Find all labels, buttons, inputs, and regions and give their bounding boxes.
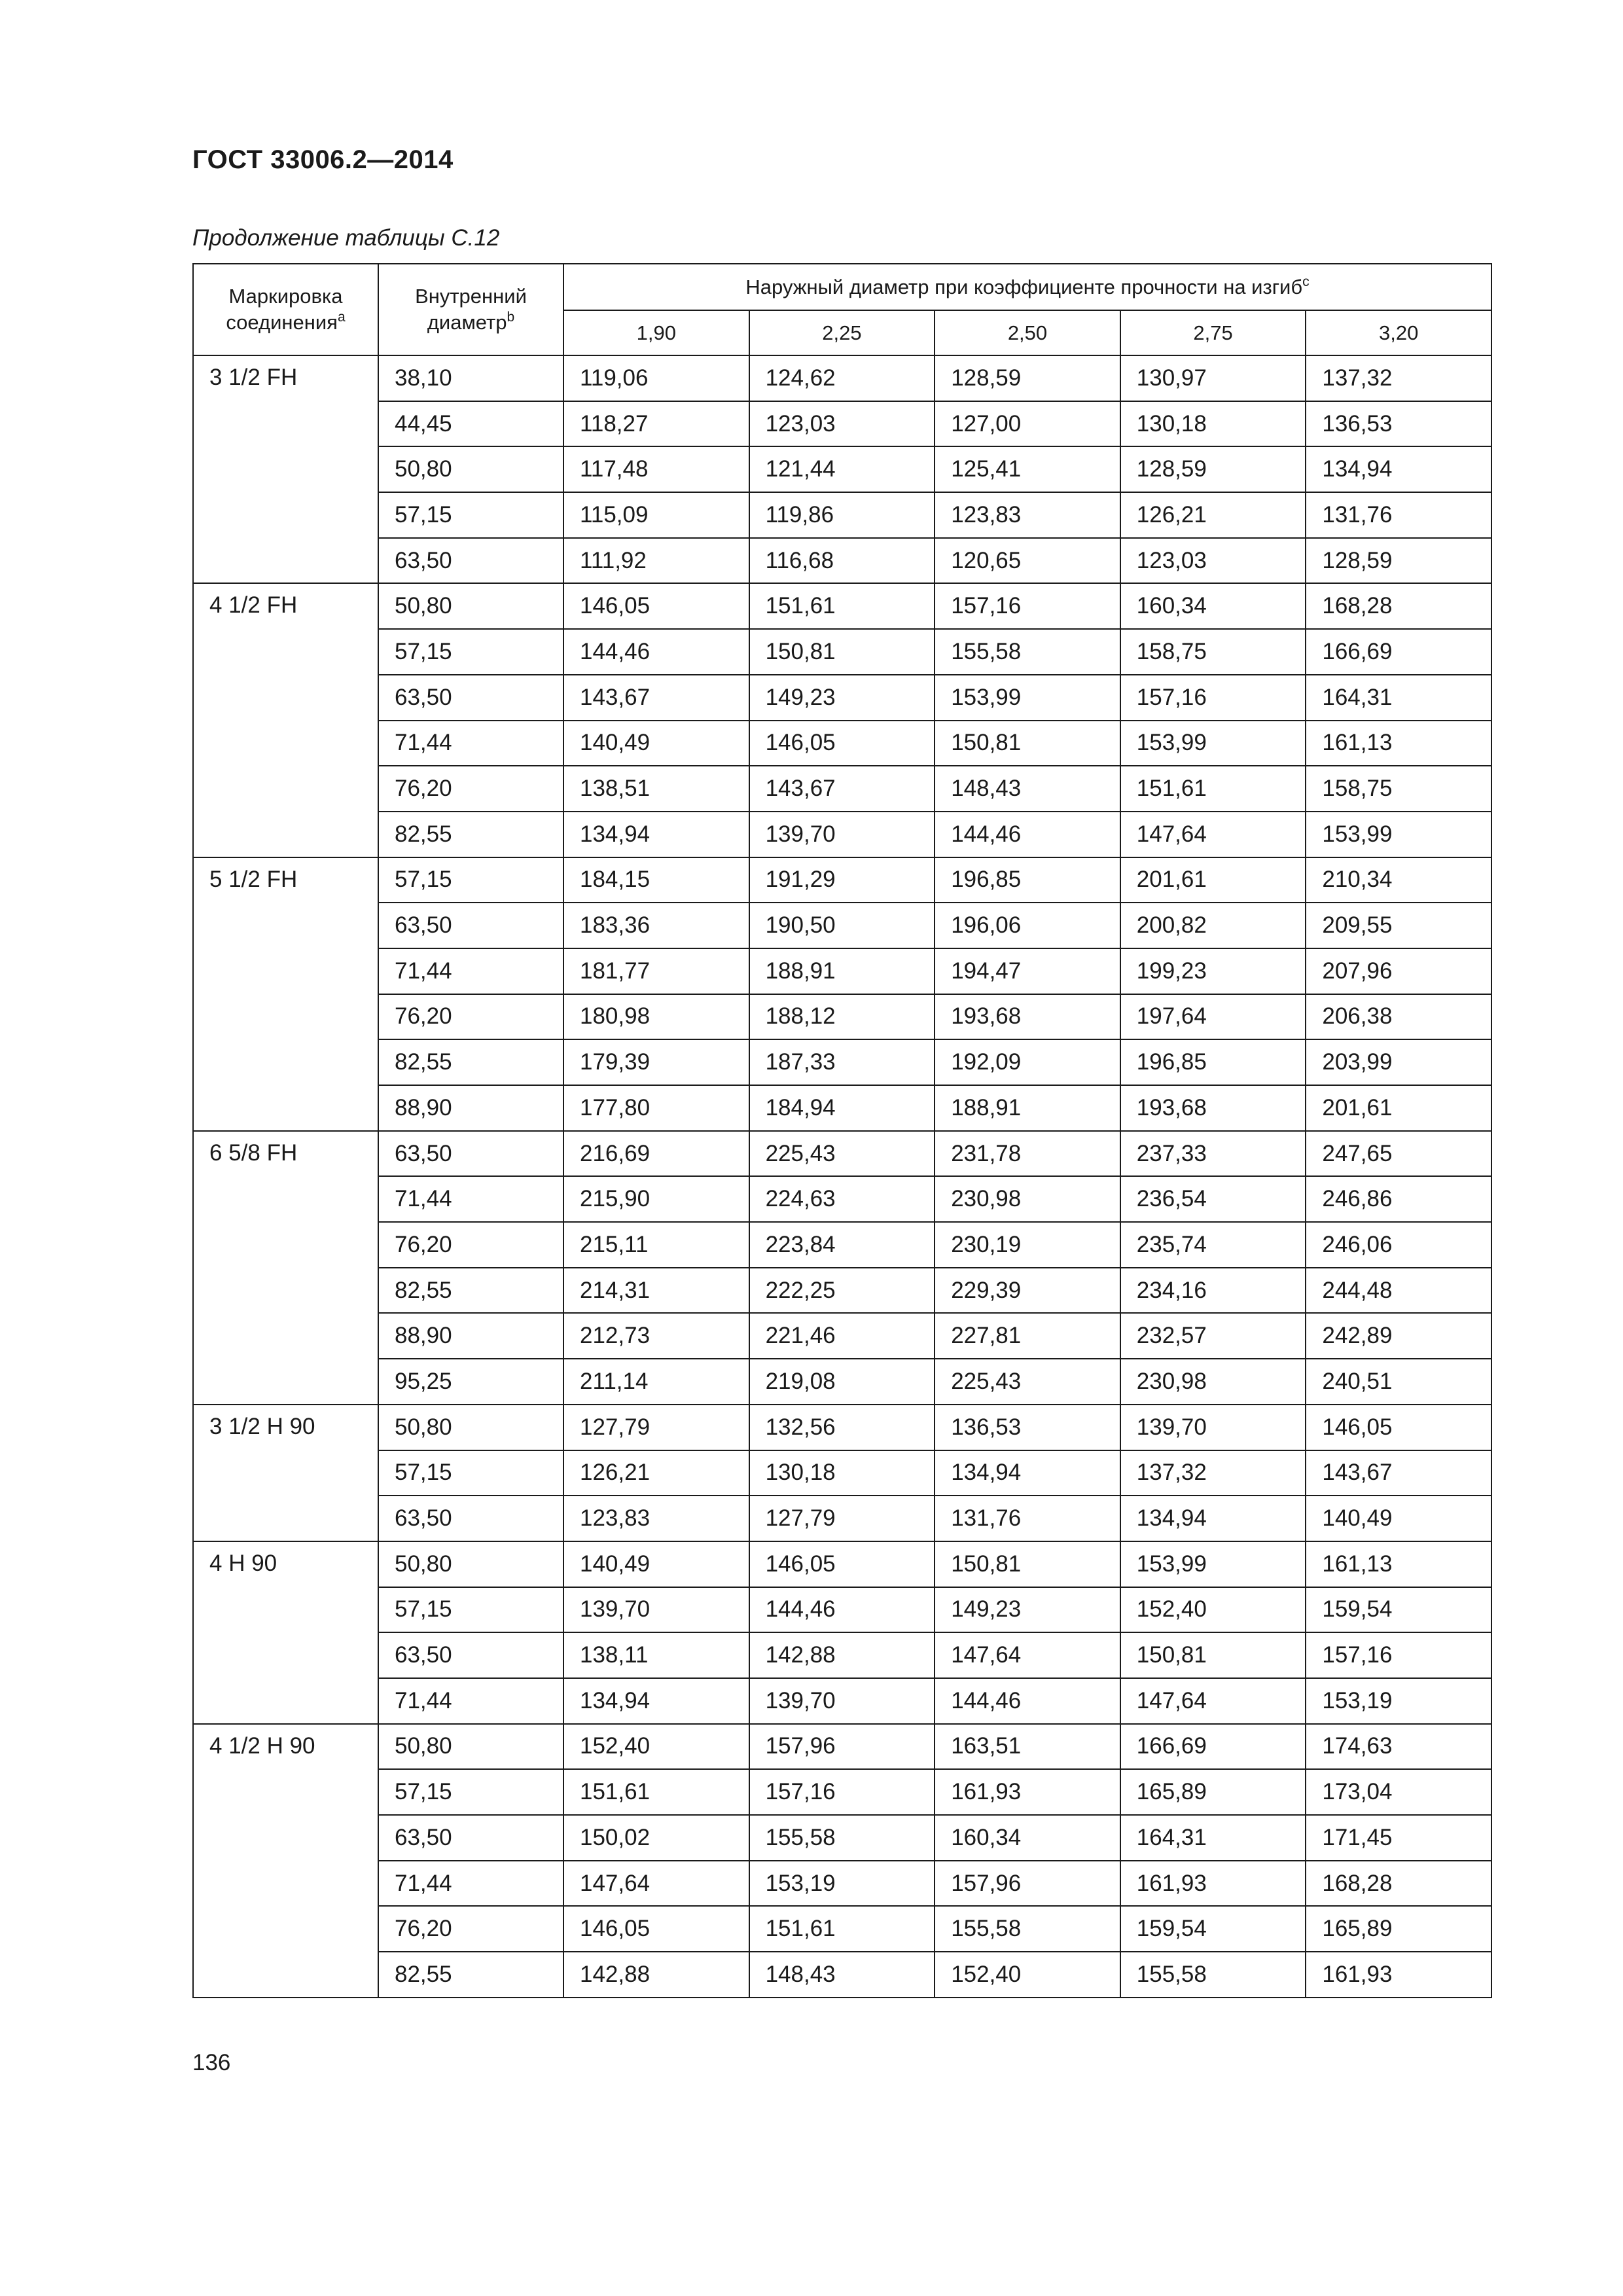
outer-diameter-cell: 151,61 — [1120, 766, 1306, 812]
outer-diameter-cell: 147,64 — [563, 1861, 749, 1907]
outer-diameter-cell: 159,54 — [1120, 1906, 1306, 1952]
outer-diameter-cell: 147,64 — [1120, 812, 1306, 857]
inner-diameter-cell: 57,15 — [378, 492, 563, 538]
outer-diameter-cell: 152,40 — [1120, 1587, 1306, 1633]
outer-diameter-cell: 193,68 — [1120, 1085, 1306, 1131]
outer-diameter-cell: 134,94 — [563, 812, 749, 857]
outer-diameter-cell: 165,89 — [1120, 1769, 1306, 1815]
outer-diameter-cell: 244,48 — [1306, 1268, 1491, 1314]
outer-diameter-cell: 123,03 — [749, 401, 935, 447]
table-row — [193, 1906, 1491, 1952]
outer-diameter-cell: 150,81 — [935, 1541, 1120, 1587]
document-standard-title: ГОСТ 33006.2—2014 — [192, 145, 454, 174]
outer-diameter-cell: 222,25 — [749, 1268, 935, 1314]
connection-marking-cell: 4 1/2 H 90 — [193, 1724, 378, 1998]
outer-diameter-cell: 181,77 — [563, 948, 749, 994]
outer-diameter-cell: 144,46 — [935, 812, 1120, 857]
outer-diameter-table — [192, 263, 1492, 1998]
outer-diameter-cell: 124,62 — [749, 355, 935, 401]
outer-diameter-cell: 142,88 — [563, 1952, 749, 1998]
outer-diameter-cell: 214,31 — [563, 1268, 749, 1314]
outer-diameter-cell: 164,31 — [1306, 675, 1491, 721]
table-row — [193, 1724, 1491, 1770]
inner-diameter-cell: 57,15 — [378, 1450, 563, 1496]
outer-diameter-cell: 117,48 — [563, 446, 749, 492]
inner-diameter-cell: 50,80 — [378, 1405, 563, 1450]
outer-diameter-cell: 143,67 — [563, 675, 749, 721]
outer-diameter-cell: 174,63 — [1306, 1724, 1491, 1770]
inner-diameter-cell: 71,44 — [378, 1678, 563, 1724]
inner-diameter-cell: 95,25 — [378, 1359, 563, 1405]
inner-diameter-cell: 76,20 — [378, 1222, 563, 1268]
outer-diameter-cell: 157,96 — [749, 1724, 935, 1770]
table-row — [193, 538, 1491, 584]
outer-diameter-cell: 127,00 — [935, 401, 1120, 447]
outer-diameter-cell: 143,67 — [749, 766, 935, 812]
inner-diameter-cell: 76,20 — [378, 766, 563, 812]
table-row — [193, 492, 1491, 538]
outer-diameter-cell: 199,23 — [1120, 948, 1306, 994]
table-row — [193, 1268, 1491, 1314]
outer-diameter-cell: 194,47 — [935, 948, 1120, 994]
outer-diameter-cell: 211,14 — [563, 1359, 749, 1405]
inner-diameter-cell: 71,44 — [378, 1861, 563, 1907]
table-row — [193, 1313, 1491, 1359]
outer-diameter-cell: 153,99 — [1120, 721, 1306, 766]
outer-diameter-cell: 161,93 — [1120, 1861, 1306, 1907]
outer-diameter-cell: 242,89 — [1306, 1313, 1491, 1359]
outer-diameter-cell: 137,32 — [1120, 1450, 1306, 1496]
outer-diameter-cell: 144,46 — [563, 629, 749, 675]
outer-diameter-cell: 140,49 — [563, 721, 749, 766]
outer-diameter-cell: 235,74 — [1120, 1222, 1306, 1268]
outer-diameter-cell: 155,58 — [935, 1906, 1120, 1952]
outer-diameter-cell: 144,46 — [935, 1678, 1120, 1724]
outer-diameter-cell: 130,18 — [749, 1450, 935, 1496]
outer-diameter-cell: 196,06 — [935, 903, 1120, 948]
outer-diameter-cell: 147,64 — [935, 1632, 1120, 1678]
outer-diameter-cell: 160,34 — [935, 1815, 1120, 1861]
inner-diameter-cell: 57,15 — [378, 1587, 563, 1633]
outer-diameter-cell: 188,12 — [749, 994, 935, 1040]
outer-diameter-cell: 193,68 — [935, 994, 1120, 1040]
outer-diameter-cell: 153,99 — [1306, 812, 1491, 857]
table-row — [193, 994, 1491, 1040]
outer-diameter-cell: 192,09 — [935, 1039, 1120, 1085]
outer-diameter-cell: 180,98 — [563, 994, 749, 1040]
outer-diameter-cell: 179,39 — [563, 1039, 749, 1085]
outer-diameter-cell: 131,76 — [935, 1496, 1120, 1541]
outer-diameter-cell: 157,96 — [935, 1861, 1120, 1907]
outer-diameter-cell: 237,33 — [1120, 1131, 1306, 1177]
outer-diameter-cell: 119,86 — [749, 492, 935, 538]
table-row — [193, 1952, 1491, 1998]
outer-diameter-cell: 139,70 — [1120, 1405, 1306, 1450]
outer-diameter-cell: 183,36 — [563, 903, 749, 948]
outer-diameter-cell: 153,99 — [935, 675, 1120, 721]
outer-diameter-cell: 134,94 — [563, 1678, 749, 1724]
outer-diameter-cell: 128,59 — [1120, 446, 1306, 492]
outer-diameter-cell: 115,09 — [563, 492, 749, 538]
inner-diameter-cell: 82,55 — [378, 1952, 563, 1998]
table-header — [193, 264, 1491, 355]
inner-diameter-cell: 57,15 — [378, 857, 563, 903]
outer-diameter-cell: 152,40 — [935, 1952, 1120, 1998]
table-row — [193, 903, 1491, 948]
table-row — [193, 766, 1491, 812]
outer-diameter-cell: 206,38 — [1306, 994, 1491, 1040]
outer-diameter-cell: 171,45 — [1306, 1815, 1491, 1861]
outer-diameter-cell: 240,51 — [1306, 1359, 1491, 1405]
inner-diameter-cell: 63,50 — [378, 1632, 563, 1678]
inner-diameter-cell: 57,15 — [378, 629, 563, 675]
header-outer-diameter-group — [563, 264, 1491, 310]
outer-diameter-cell: 126,21 — [1120, 492, 1306, 538]
outer-diameter-cell: 143,67 — [1306, 1450, 1491, 1496]
outer-diameter-cell: 224,63 — [749, 1176, 935, 1222]
outer-diameter-cell: 142,88 — [749, 1632, 935, 1678]
outer-diameter-cell: 126,21 — [563, 1450, 749, 1496]
table-row — [193, 1131, 1491, 1177]
outer-diameter-cell: 164,31 — [1120, 1815, 1306, 1861]
table-row — [193, 1587, 1491, 1633]
outer-diameter-cell: 201,61 — [1120, 857, 1306, 903]
outer-diameter-cell: 149,23 — [935, 1587, 1120, 1633]
outer-diameter-cell: 134,94 — [1306, 446, 1491, 492]
outer-diameter-cell: 166,69 — [1306, 629, 1491, 675]
table-row — [193, 857, 1491, 903]
outer-diameter-cell: 155,58 — [1120, 1952, 1306, 1998]
outer-diameter-cell: 247,65 — [1306, 1131, 1491, 1177]
connection-marking-cell: 3 1/2 FH — [193, 355, 378, 583]
outer-diameter-cell: 161,93 — [935, 1769, 1120, 1815]
outer-diameter-cell: 200,82 — [1120, 903, 1306, 948]
outer-diameter-cell: 246,86 — [1306, 1176, 1491, 1222]
table-row — [193, 1222, 1491, 1268]
inner-diameter-cell: 71,44 — [378, 721, 563, 766]
outer-diameter-cell: 188,91 — [935, 1085, 1120, 1131]
outer-diameter-cell: 234,16 — [1120, 1268, 1306, 1314]
footnote-marker-c: c — [1302, 274, 1310, 289]
outer-diameter-cell: 130,97 — [1120, 355, 1306, 401]
outer-diameter-cell: 163,51 — [935, 1724, 1120, 1770]
outer-diameter-cell: 134,94 — [935, 1450, 1120, 1496]
table-row — [193, 1085, 1491, 1131]
connection-marking-cell: 5 1/2 FH — [193, 857, 378, 1131]
outer-diameter-cell: 215,11 — [563, 1222, 749, 1268]
outer-diameter-cell: 151,61 — [749, 583, 935, 629]
outer-diameter-cell: 155,58 — [749, 1815, 935, 1861]
outer-diameter-cell: 146,05 — [563, 1906, 749, 1952]
footnote-marker-b: b — [507, 310, 515, 325]
table-body — [193, 355, 1491, 1998]
table-row — [193, 629, 1491, 675]
outer-diameter-cell: 138,51 — [563, 766, 749, 812]
outer-diameter-cell: 132,56 — [749, 1405, 935, 1450]
outer-diameter-cell: 155,58 — [935, 629, 1120, 675]
outer-diameter-cell: 116,68 — [749, 538, 935, 584]
outer-diameter-cell: 153,19 — [1306, 1678, 1491, 1724]
outer-diameter-cell: 149,23 — [749, 675, 935, 721]
header-outer-diameter-label: Наружный диаметр при коэффициенте прочности на изгиб — [745, 275, 1303, 298]
connection-marking-cell: 3 1/2 H 90 — [193, 1405, 378, 1541]
inner-diameter-cell: 50,80 — [378, 1724, 563, 1770]
outer-diameter-cell: 191,29 — [749, 857, 935, 903]
header-connection-marking — [193, 264, 378, 355]
table-row — [193, 1450, 1491, 1496]
header-coefficient: 2,50 — [935, 310, 1120, 355]
outer-diameter-cell: 151,61 — [749, 1906, 935, 1952]
outer-diameter-cell: 140,49 — [563, 1541, 749, 1587]
outer-diameter-cell: 210,34 — [1306, 857, 1491, 903]
outer-diameter-cell: 230,98 — [1120, 1359, 1306, 1405]
outer-diameter-cell: 161,13 — [1306, 1541, 1491, 1587]
outer-diameter-cell: 219,08 — [749, 1359, 935, 1405]
outer-diameter-cell: 166,69 — [1120, 1724, 1306, 1770]
table-row — [193, 1496, 1491, 1541]
outer-diameter-cell: 146,05 — [749, 1541, 935, 1587]
outer-diameter-cell: 232,57 — [1120, 1313, 1306, 1359]
outer-diameter-cell: 139,70 — [563, 1587, 749, 1633]
inner-diameter-cell: 44,45 — [378, 401, 563, 447]
outer-diameter-cell: 123,03 — [1120, 538, 1306, 584]
table-row — [193, 1861, 1491, 1907]
outer-diameter-cell: 147,64 — [1120, 1678, 1306, 1724]
inner-diameter-cell: 63,50 — [378, 1496, 563, 1541]
outer-diameter-cell: 196,85 — [1120, 1039, 1306, 1085]
outer-diameter-cell: 225,43 — [935, 1359, 1120, 1405]
outer-diameter-cell: 150,81 — [935, 721, 1120, 766]
outer-diameter-cell: 168,28 — [1306, 1861, 1491, 1907]
table-row — [193, 446, 1491, 492]
outer-diameter-cell: 158,75 — [1306, 766, 1491, 812]
table-row — [193, 1359, 1491, 1405]
outer-diameter-cell: 227,81 — [935, 1313, 1120, 1359]
outer-diameter-cell: 118,27 — [563, 401, 749, 447]
table-row — [193, 1405, 1491, 1450]
inner-diameter-cell: 63,50 — [378, 1815, 563, 1861]
inner-diameter-cell: 76,20 — [378, 1906, 563, 1952]
outer-diameter-cell: 158,75 — [1120, 629, 1306, 675]
inner-diameter-cell: 88,90 — [378, 1313, 563, 1359]
outer-diameter-cell: 216,69 — [563, 1131, 749, 1177]
table-row — [193, 721, 1491, 766]
connection-marking-cell: 6 5/8 FH — [193, 1131, 378, 1405]
outer-diameter-cell: 148,43 — [935, 766, 1120, 812]
outer-diameter-cell: 146,05 — [1306, 1405, 1491, 1450]
outer-diameter-cell: 128,59 — [1306, 538, 1491, 584]
inner-diameter-cell: 50,80 — [378, 583, 563, 629]
inner-diameter-cell: 50,80 — [378, 446, 563, 492]
table-caption: Продолжение таблицы С.12 — [192, 225, 500, 251]
inner-diameter-cell: 76,20 — [378, 994, 563, 1040]
outer-diameter-cell: 127,79 — [563, 1405, 749, 1450]
outer-diameter-cell: 150,81 — [749, 629, 935, 675]
inner-diameter-cell: 82,55 — [378, 1268, 563, 1314]
outer-diameter-cell: 140,49 — [1306, 1496, 1491, 1541]
table-row — [193, 1815, 1491, 1861]
outer-diameter-cell: 168,28 — [1306, 583, 1491, 629]
table-row — [193, 1769, 1491, 1815]
outer-diameter-cell: 125,41 — [935, 446, 1120, 492]
outer-diameter-cell: 146,05 — [563, 583, 749, 629]
outer-diameter-cell: 173,04 — [1306, 1769, 1491, 1815]
table-row — [193, 1678, 1491, 1724]
inner-diameter-cell: 71,44 — [378, 1176, 563, 1222]
inner-diameter-cell: 63,50 — [378, 1131, 563, 1177]
outer-diameter-cell: 160,34 — [1120, 583, 1306, 629]
outer-diameter-cell: 139,70 — [749, 1678, 935, 1724]
outer-diameter-cell: 212,73 — [563, 1313, 749, 1359]
outer-diameter-cell: 136,53 — [1306, 401, 1491, 447]
outer-diameter-cell: 150,02 — [563, 1815, 749, 1861]
outer-diameter-cell: 150,81 — [1120, 1632, 1306, 1678]
outer-diameter-cell: 229,39 — [935, 1268, 1120, 1314]
outer-diameter-cell: 130,18 — [1120, 401, 1306, 447]
outer-diameter-cell: 128,59 — [935, 355, 1120, 401]
outer-diameter-cell: 127,79 — [749, 1496, 935, 1541]
inner-diameter-cell: 71,44 — [378, 948, 563, 994]
outer-diameter-cell: 165,89 — [1306, 1906, 1491, 1952]
outer-diameter-cell: 136,53 — [935, 1405, 1120, 1450]
connection-marking-cell: 4 1/2 FH — [193, 583, 378, 857]
outer-diameter-cell: 121,44 — [749, 446, 935, 492]
outer-diameter-cell: 225,43 — [749, 1131, 935, 1177]
outer-diameter-cell: 119,06 — [563, 355, 749, 401]
table-row — [193, 1176, 1491, 1222]
outer-diameter-cell: 111,92 — [563, 538, 749, 584]
inner-diameter-cell: 82,55 — [378, 812, 563, 857]
outer-diameter-cell: 134,94 — [1120, 1496, 1306, 1541]
outer-diameter-cell: 159,54 — [1306, 1587, 1491, 1633]
outer-diameter-cell: 187,33 — [749, 1039, 935, 1085]
inner-diameter-cell: 82,55 — [378, 1039, 563, 1085]
outer-diameter-cell: 184,94 — [749, 1085, 935, 1131]
outer-diameter-cell: 188,91 — [749, 948, 935, 994]
table-row — [193, 1632, 1491, 1678]
outer-diameter-cell: 139,70 — [749, 812, 935, 857]
outer-diameter-cell: 152,40 — [563, 1724, 749, 1770]
outer-diameter-cell: 196,85 — [935, 857, 1120, 903]
table-row — [193, 812, 1491, 857]
outer-diameter-cell: 157,16 — [1306, 1632, 1491, 1678]
table-row — [193, 948, 1491, 994]
inner-diameter-cell: 88,90 — [378, 1085, 563, 1131]
header-inner-diameter — [378, 264, 563, 355]
outer-diameter-cell: 231,78 — [935, 1131, 1120, 1177]
inner-diameter-cell: 63,50 — [378, 675, 563, 721]
outer-diameter-cell: 230,98 — [935, 1176, 1120, 1222]
outer-diameter-cell: 230,19 — [935, 1222, 1120, 1268]
outer-diameter-cell: 203,99 — [1306, 1039, 1491, 1085]
table-row — [193, 1039, 1491, 1085]
outer-diameter-cell: 151,61 — [563, 1769, 749, 1815]
header-coefficient: 3,20 — [1306, 310, 1491, 355]
inner-diameter-cell: 38,10 — [378, 355, 563, 401]
outer-diameter-cell: 157,16 — [1120, 675, 1306, 721]
outer-diameter-cell: 123,83 — [563, 1496, 749, 1541]
connection-marking-cell: 4 H 90 — [193, 1541, 378, 1724]
outer-diameter-cell: 221,46 — [749, 1313, 935, 1359]
outer-diameter-cell: 236,54 — [1120, 1176, 1306, 1222]
footnote-marker-a: a — [337, 310, 346, 325]
outer-diameter-cell: 131,76 — [1306, 492, 1491, 538]
header-coefficient: 2,25 — [749, 310, 935, 355]
outer-diameter-cell: 157,16 — [749, 1769, 935, 1815]
outer-diameter-cell: 184,15 — [563, 857, 749, 903]
outer-diameter-cell: 146,05 — [749, 721, 935, 766]
header-coefficient: 1,90 — [563, 310, 749, 355]
outer-diameter-cell: 148,43 — [749, 1952, 935, 1998]
outer-diameter-cell: 201,61 — [1306, 1085, 1491, 1131]
table-row — [193, 1541, 1491, 1587]
outer-diameter-cell: 215,90 — [563, 1176, 749, 1222]
outer-diameter-cell: 153,99 — [1120, 1541, 1306, 1587]
outer-diameter-cell: 137,32 — [1306, 355, 1491, 401]
inner-diameter-cell: 63,50 — [378, 538, 563, 584]
table-row — [193, 355, 1491, 401]
outer-diameter-cell: 153,19 — [749, 1861, 935, 1907]
outer-diameter-cell: 209,55 — [1306, 903, 1491, 948]
outer-diameter-cell: 144,46 — [749, 1587, 935, 1633]
outer-diameter-cell: 207,96 — [1306, 948, 1491, 994]
header-coefficient: 2,75 — [1120, 310, 1306, 355]
table-row — [193, 675, 1491, 721]
outer-diameter-cell: 246,06 — [1306, 1222, 1491, 1268]
header-inner-diameter-label: Внутренний диаметр — [415, 285, 527, 334]
outer-diameter-cell: 197,64 — [1120, 994, 1306, 1040]
outer-diameter-cell: 161,93 — [1306, 1952, 1491, 1998]
outer-diameter-cell: 190,50 — [749, 903, 935, 948]
table-row — [193, 401, 1491, 447]
outer-diameter-cell: 177,80 — [563, 1085, 749, 1131]
outer-diameter-cell: 123,83 — [935, 492, 1120, 538]
outer-diameter-cell: 138,11 — [563, 1632, 749, 1678]
outer-diameter-cell: 161,13 — [1306, 721, 1491, 766]
outer-diameter-cell: 223,84 — [749, 1222, 935, 1268]
inner-diameter-cell: 57,15 — [378, 1769, 563, 1815]
outer-diameter-cell: 120,65 — [935, 538, 1120, 584]
inner-diameter-cell: 50,80 — [378, 1541, 563, 1587]
outer-diameter-cell: 157,16 — [935, 583, 1120, 629]
table-row — [193, 583, 1491, 629]
page-number: 136 — [192, 2050, 231, 2075]
inner-diameter-cell: 63,50 — [378, 903, 563, 948]
header-connection-marking-label: Маркировка соединения — [226, 285, 343, 334]
